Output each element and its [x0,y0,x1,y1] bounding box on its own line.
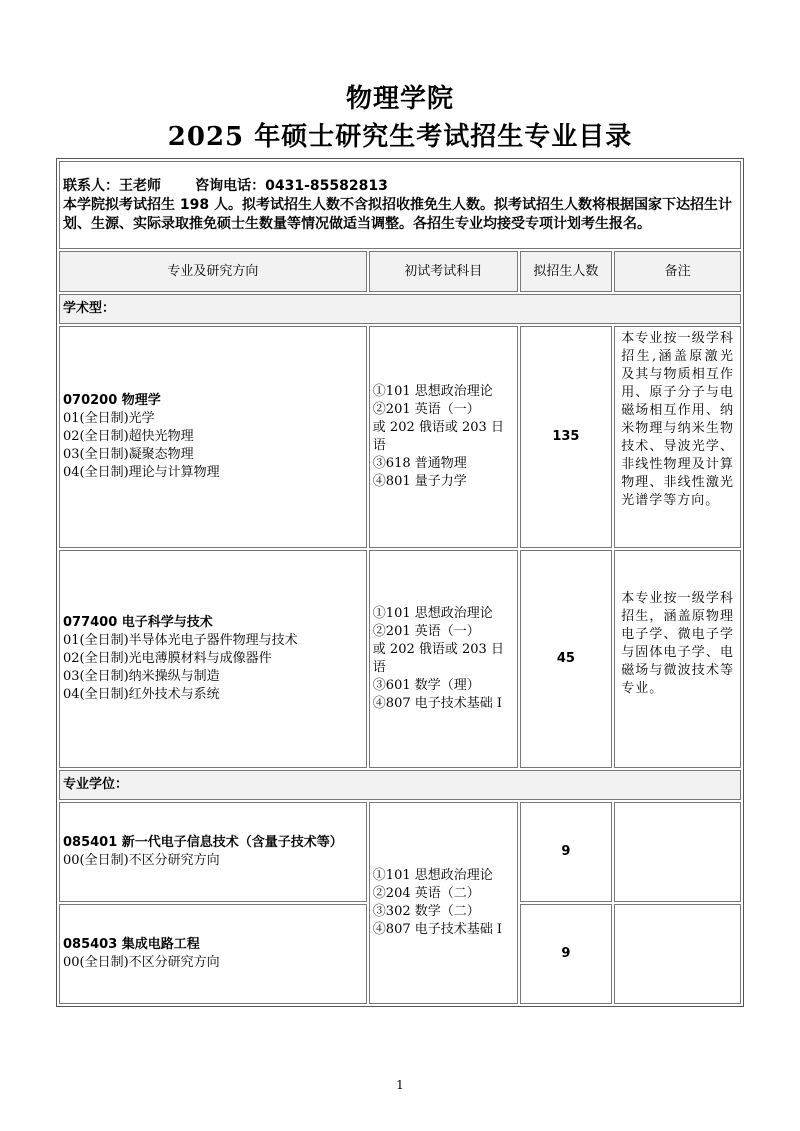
contact-label: 联系人：王老师 [63,177,161,194]
research-direction: 01(全日制)光学 [63,411,155,426]
major-note: 本专业按一级学科招生,涵盖原激光及其与物质相互作用、原子分子与电磁场相互作用、纳米物理与纳米生物技术、导波光学、非线性物理及计算物理、非线性激光光谱学等方向。 [621,331,734,508]
research-direction: 02(全日制)超快光物理 [63,429,194,444]
major-note [614,904,741,1004]
exam-subject: ④801 量子力学 [372,474,467,489]
research-direction: 04(全日制)红外技术与系统 [63,687,220,702]
quota-value: 45 [520,550,613,768]
research-direction: 03(全日制)凝聚态物理 [63,447,194,462]
exam-subject: ②201 英语（一） [372,402,480,417]
exam-subject: ④807 电子技术基础 I [372,696,503,711]
phone-label: 咨询电话：0431-85582813 [195,177,388,194]
exam-subject: ④807 电子技术基础 I [372,922,503,937]
table-row [59,550,741,768]
quota-value: 9 [520,904,613,1004]
info-row [59,161,741,249]
research-direction: 03(全日制)纳米操纵与制造 [63,669,220,684]
catalog-table [56,158,744,1007]
research-direction: 00(全日制)不区分研究方向 [63,955,220,970]
table-row [59,802,741,902]
enrollment-notice: 本学院拟考试招生 198 人。拟考试招生人数不含拟招收推免生人数。拟考试招生人数将根据国家下达招生计划、生源、实际录取推免硕士生数量等情况做适当调整。各招生专业均接受专项计划考生报名。 [63,196,732,232]
exam-subject: 或 202 俄语或 203 日语 [372,642,504,675]
quota-value: 135 [520,326,613,548]
major-name: 085401 新一代电子信息技术（含量子技术等） [63,835,343,850]
exam-subject: 或 202 俄语或 203 日语 [372,420,504,453]
exam-subject: ①101 思想政治理论 [372,384,493,399]
major-note: 本专业按一级学科招生，涵盖原物理电子学、微电子学与固体电子学、电磁场与微波技术等专业。 [621,591,734,696]
exam-subject: ③302 数学（二） [372,904,480,919]
section-label-professional: 专业学位： [59,770,741,800]
section-row-professional [59,770,741,800]
table-row [59,326,741,548]
school-title: 物理学院 [345,84,454,114]
col-header-major: 专业及研究方向 [59,251,367,292]
exam-subject: ③618 普通物理 [372,456,467,471]
header-row [59,251,741,292]
section-row-academic [59,294,741,324]
exam-subject: ②201 英语（一） [372,624,480,639]
section-label-academic: 学术型： [59,294,741,324]
col-header-note: 备注 [614,251,741,292]
major-name: 070200 物理学 [63,393,161,408]
major-name: 077400 电子科学与技术 [63,615,213,630]
col-header-subjects: 初试考试科目 [369,251,518,292]
page-number: 1 [396,1078,404,1092]
major-name: 085403 集成电路工程 [63,937,200,952]
research-direction: 04(全日制)理论与计算物理 [63,465,220,480]
research-direction: 02(全日制)光电薄膜材料与成像器件 [63,651,272,666]
page-title: 2025 年硕士研究生考试招生专业目录 [167,122,633,152]
exam-subject: ②204 英语（二） [372,886,480,901]
quota-value: 9 [520,802,613,902]
major-note [614,802,741,902]
col-header-quota: 拟招生人数 [520,251,613,292]
research-direction: 00(全日制)不区分研究方向 [63,853,220,868]
exam-subject: ③601 数学（理） [372,678,480,693]
exam-subject: ①101 思想政治理论 [372,606,493,621]
research-direction: 01(全日制)半导体光电子器件物理与技术 [63,633,298,648]
exam-subject: ①101 思想政治理论 [372,868,493,883]
